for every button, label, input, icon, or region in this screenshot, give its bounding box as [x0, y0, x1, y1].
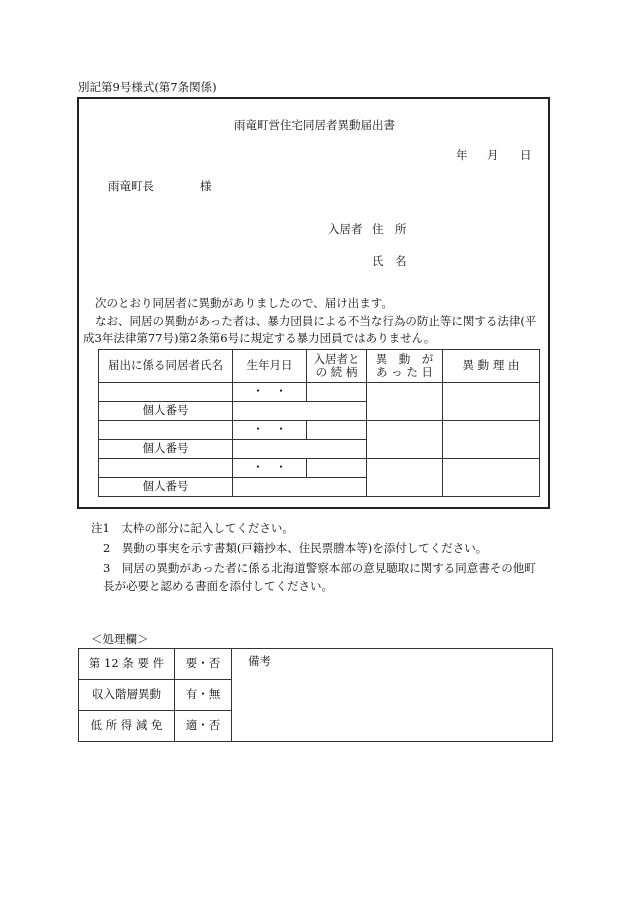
individual-number-cell[interactable] [233, 478, 367, 497]
addressee-name: 雨竜町長 [108, 179, 154, 193]
header-birth: 生年月日 [233, 350, 307, 383]
cohabitant-name-cell[interactable] [99, 421, 233, 440]
relation-cell[interactable] [307, 459, 367, 478]
relation-cell[interactable] [307, 421, 367, 440]
individual-number-cell[interactable] [233, 440, 367, 459]
income-change-value: 有・無 [175, 680, 232, 711]
header-change-date-line1: 異 動 が [375, 351, 434, 366]
header-relation [307, 350, 367, 383]
form-title: 雨竜町営住宅同居者異動届出書 [234, 118, 395, 132]
name-label: 氏 名 [372, 254, 407, 268]
reason-cell[interactable] [443, 383, 540, 421]
header-relation-line1: 入居者と [313, 351, 360, 366]
header-change-date [367, 350, 443, 383]
table-row [99, 383, 540, 402]
reason-cell[interactable] [443, 421, 540, 459]
change-date-cell[interactable] [367, 421, 443, 459]
birth-date-cell[interactable]: ・ ・ [233, 459, 307, 478]
individual-number-label: 個人番号 [99, 402, 233, 421]
date-year: 年 [456, 148, 468, 162]
note-3: 3 同居の異動があった者に係る北海道警察本部の意見聴取に関する同意書その他町 [103, 561, 536, 575]
form-number-label: 別記第9号様式(第7条関係) [78, 80, 217, 94]
applicant-label: 入居者 [328, 222, 363, 236]
birth-date-cell[interactable]: ・ ・ [233, 421, 307, 440]
table-row [79, 649, 553, 680]
change-date-cell[interactable] [367, 383, 443, 421]
requirement-label: 第 12 条 要 件 [79, 649, 175, 680]
addressee-honorific: 様 [200, 179, 212, 193]
body-line-1: 次のとおり同居者に異動がありましたので、届け出ます。 [95, 296, 393, 310]
date-day: 日 [520, 148, 532, 162]
header-reason: 異 動 理 由 [443, 350, 540, 383]
table-header-row [99, 350, 540, 383]
cohabitant-table [98, 349, 540, 497]
body-line-3: 成3年法律第77号)第2条第6号に規定する暴力団員ではありません。 [83, 331, 436, 345]
table-row [99, 421, 540, 440]
body-line-2: なお、同居の異動があった者は、暴力団員による不当な行為の防止等に関する法律(平 [95, 314, 537, 328]
header-name: 届出に係る同居者氏名 [99, 350, 233, 383]
change-date-cell[interactable] [367, 459, 443, 497]
cohabitant-name-cell[interactable] [99, 383, 233, 402]
relation-cell[interactable] [307, 383, 367, 402]
note-2: 2 異動の事実を示す書類(戸籍抄本、住民票謄本等)を添付してください。 [103, 541, 488, 555]
low-income-reduction-label: 低 所 得 減 免 [79, 711, 175, 742]
individual-number-label: 個人番号 [99, 478, 233, 497]
birth-date-cell[interactable]: ・ ・ [233, 383, 307, 402]
header-relation-line2: の 続 柄 [315, 365, 358, 379]
individual-number-label: 個人番号 [99, 440, 233, 459]
processing-title: ＜処理欄＞ [91, 632, 149, 646]
date-month: 月 [487, 148, 499, 162]
note-1: 注1 太枠の部分に記入してください。 [91, 521, 294, 535]
low-income-reduction-value: 適・否 [175, 711, 232, 742]
income-change-label: 収入階層異動 [79, 680, 175, 711]
cohabitant-name-cell[interactable] [99, 459, 233, 478]
remarks-label: 備考 [248, 654, 271, 668]
table-row [99, 459, 540, 478]
processing-table [78, 648, 553, 742]
requirement-value: 要・否 [175, 649, 232, 680]
remarks-cell[interactable] [232, 649, 553, 742]
reason-cell[interactable] [443, 459, 540, 497]
individual-number-cell[interactable] [233, 402, 367, 421]
header-change-date-line2: あ っ た 日 [376, 365, 433, 379]
address-label: 住 所 [372, 222, 407, 236]
note-3-continued: 長が必要と認める書面を添付してください。 [103, 579, 333, 593]
